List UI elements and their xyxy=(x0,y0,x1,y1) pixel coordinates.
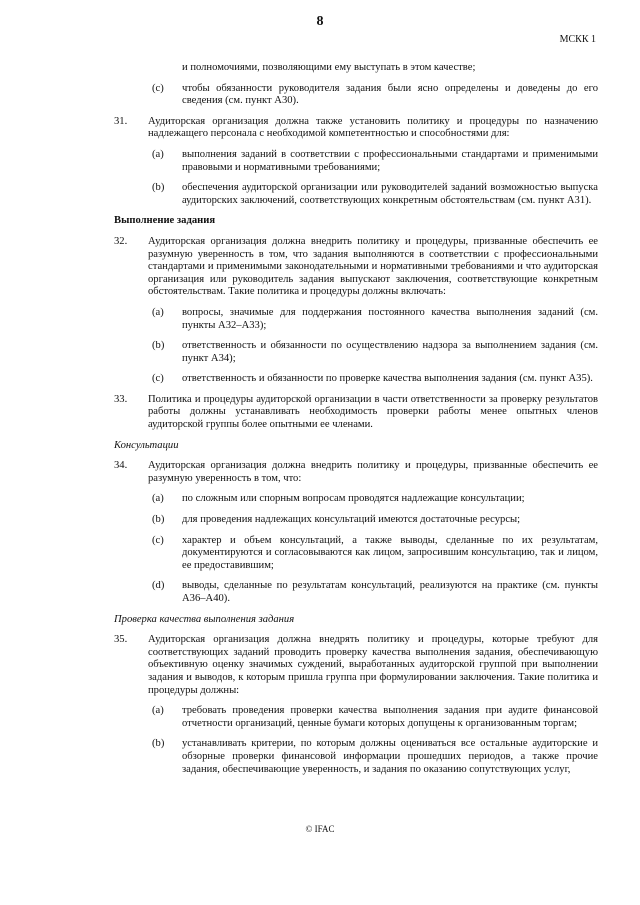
continued-text: и полномочиями, позволяющими ему выступать в этом качестве; xyxy=(182,62,476,73)
item-label: (b) xyxy=(152,340,165,352)
item-text: обеспечения аудиторской организации или руководителей заданий возможностью выпуска аудиторских заключений, соответствующих конкретным обстоятельствам (см. пункт A31). xyxy=(182,182,598,206)
paragraph-number: 35. xyxy=(114,634,128,646)
list-item xyxy=(152,535,598,573)
list-item xyxy=(152,705,598,730)
list-item xyxy=(152,307,598,332)
item-label: (b) xyxy=(152,738,165,750)
list-item xyxy=(152,514,598,527)
item-label: (c) xyxy=(152,534,164,546)
item-text: требовать проведения проверки качества выполнения задания при аудите финансовой отчетности организаций, ценные бумаги которых допущены к организованным торгам; xyxy=(182,705,598,729)
list-item xyxy=(152,182,598,207)
list-item xyxy=(152,493,598,506)
document-body xyxy=(114,62,598,784)
item-label: (d) xyxy=(152,580,165,592)
list-item xyxy=(152,373,598,386)
paragraph-number: 34. xyxy=(114,460,128,472)
list-item xyxy=(152,149,598,174)
item-label: (a) xyxy=(152,306,164,318)
item-label: (a) xyxy=(152,148,164,160)
item-text: вопросы, значимые для поддержания постоянного качества выполнения заданий (см. пункты A32–A33); xyxy=(182,306,598,331)
paragraph-33 xyxy=(114,394,598,432)
document-code: МСКК 1 xyxy=(559,34,596,45)
item-text: выполнения заданий в соответствии с профессиональными стандартами и применимыми правовыми и нормативными требованиями; xyxy=(182,148,598,173)
list-item xyxy=(152,340,598,365)
paragraph-31 xyxy=(114,116,598,141)
paragraph-text: Политика и процедуры аудиторской организации в части ответственности за проверку результатов работы должны устанавливать необходимость проверки работы менее опытных членов аудиторской группы более опытными ее членами. xyxy=(148,393,598,431)
item-text: устанавливать критерии, по которым должны оцениваться все остальные аудиторские и обзорные проверки финансовой информации прошедших периодов, а также прочие задания, обеспечивающие уверенность, и задания по оказанию сопутствующих услуг, xyxy=(182,738,598,775)
list-item xyxy=(152,738,598,776)
item-text: для проведения надлежащих консультаций имеются достаточные ресурсы; xyxy=(182,514,521,526)
paragraph-text: Аудиторская организация должна также установить политику и процедуры по назначению надлежащего персонала с необходимой компетентностью и способностями для: xyxy=(148,115,598,140)
item-label: (c) xyxy=(152,373,164,385)
item-label: (a) xyxy=(152,705,164,717)
item-label: (c) xyxy=(152,82,164,94)
paragraph-34 xyxy=(114,460,598,485)
item-text: ответственность и обязанности по проверке качества выполнения задания (см. пункт A35). xyxy=(182,373,593,385)
item-label: (b) xyxy=(152,514,165,526)
item-text: чтобы обязанности руководителя задания были ясно определены и доведены до его сведения (см. пункт A30). xyxy=(182,82,598,107)
subsection-heading: Проверка качества выполнения задания xyxy=(114,613,295,625)
paragraph-text: Аудиторская организация должна внедрять политику и процедуры, которые требуют для соответствующих заданий проводить проверку качества выполнения задания, обеспечивающую объективную оценку значимых суждений, выработанных аудиторской группой при выполнении задания и выводов, к которым пришла группа при формулировании заключения. Такие политика и процедуры должны: xyxy=(148,634,598,696)
paragraph-text: Аудиторская организация должна внедрить политику и процедуры, призванные обеспечить ее разумную уверенность в том, что задания выполняются в соответствии с профессиональными стандартами и применимыми законодательными и нормативными требованиями и что аудиторская организация или руководитель задания выпускают заключения, соответствующие конкретным обстоятельствам. Такие политика и процедуры должны включать: xyxy=(148,235,598,298)
list-item xyxy=(152,83,598,108)
paragraph-32 xyxy=(114,236,598,299)
item-label: (b) xyxy=(152,182,165,194)
paragraph-number: 31. xyxy=(114,115,128,127)
subsection-heading: Консультации xyxy=(114,439,179,451)
paragraph-number: 32. xyxy=(114,235,128,247)
copyright-footer: © IFAC xyxy=(305,824,335,834)
paragraph-number: 33. xyxy=(114,393,128,405)
item-text: выводы, сделанные по результатам консультаций, реализуются на практике (см. пункты A36–A40). xyxy=(182,580,598,604)
paragraph-text: Аудиторская организация должна внедрить политику и процедуры, призванные обеспечить ее разумную уверенность в том, что: xyxy=(148,460,598,484)
item-text: ответственность и обязанности по осуществлению надзора за выполнением задания (см. пункт A34); xyxy=(182,340,598,364)
item-text: характер и объем консультаций, а также выводы, сделанные по их результатам, документируются и согласовываются как лицом, запросившим консультацию, так и лицом, ее предоставившим; xyxy=(182,534,598,571)
item-text: по сложным или спорным вопросам проводятся надлежащие консультации; xyxy=(182,493,525,505)
section-heading: Выполнение задания xyxy=(114,215,216,227)
paragraph-35 xyxy=(114,634,598,697)
list-item xyxy=(152,580,598,605)
page-number: 8 xyxy=(316,14,324,29)
item-label: (a) xyxy=(152,493,164,505)
